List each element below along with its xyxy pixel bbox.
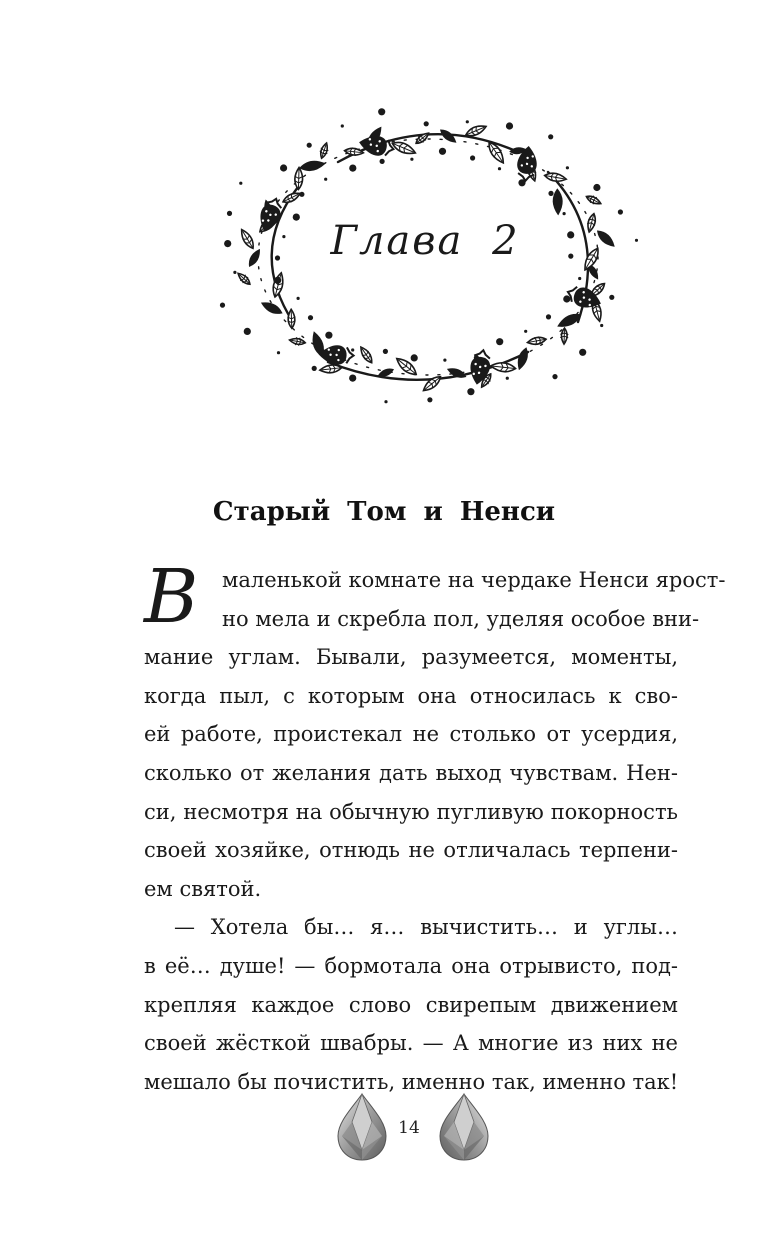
wreath-berry [411, 354, 418, 361]
wreath-berry [467, 388, 474, 395]
wreath-berry [506, 377, 509, 380]
wreath-leaf [294, 167, 303, 189]
text-line: своей жёсткой швабры. — А многие из них не [144, 1031, 678, 1056]
wreath-berry [308, 315, 313, 320]
wreath-leaf [318, 142, 331, 160]
wreath-berry [324, 178, 327, 181]
wreath-berry [593, 184, 600, 191]
gem-icon [334, 1092, 390, 1162]
text-line: — Хотела бы… я… вычистить… и углы… [174, 915, 678, 940]
wreath-berry [506, 122, 513, 129]
wreath-berry [378, 108, 385, 115]
wreath-leaf [344, 147, 364, 157]
wreath-leaf [585, 193, 603, 207]
wreath-berry [635, 239, 638, 242]
wreath-leaf [238, 227, 256, 250]
wreath-berry [579, 349, 586, 356]
wreath-leaf [358, 345, 375, 365]
wreath-berry [410, 158, 413, 161]
drop-cap: В [144, 554, 199, 640]
wreath-leaf [235, 270, 252, 287]
wreath-leaf [414, 130, 431, 146]
wreath-berry [312, 366, 317, 371]
wreath-berry [233, 271, 236, 274]
text-line: но мела и скребла пол, уделяя особое вни- [222, 606, 700, 631]
wreath-berry [349, 375, 356, 382]
text-line: в её… душе! — бормотала она отрывисто, под- [144, 953, 678, 978]
wreath-berry [548, 134, 553, 139]
wreath-berry [578, 277, 581, 280]
wreath-berry [297, 297, 300, 300]
wreath-berry [383, 349, 388, 354]
chapter-title: Глава 2 [330, 218, 520, 264]
text-line: мание углам. Бывали, разумеется, моменты, [144, 645, 678, 670]
wreath-leaf [281, 190, 302, 206]
text-line: ей работе, проистекал не столько от усердия, [144, 722, 678, 747]
wreath-berry [470, 155, 475, 160]
wreath-leaf [299, 159, 325, 172]
wreath-leaf [421, 374, 443, 394]
wreath-leaf [595, 228, 616, 249]
wreath-berry [424, 121, 429, 126]
wreath-berry [307, 143, 312, 148]
wreath-berry [274, 277, 281, 284]
text-line: маленькой комнате на чердаке Ненси ярост- [222, 568, 726, 592]
text-line: ем святой. [144, 876, 262, 901]
wreath-berry [496, 338, 503, 345]
text-line: си, несмотря на обычную пугливую покорность [144, 799, 678, 824]
wreath-leaf [260, 300, 283, 317]
wreath-berry [384, 400, 387, 403]
wreath-berry [227, 211, 232, 216]
wreath-berry [299, 192, 304, 197]
wreath-berry [609, 295, 614, 300]
wreath-berry [427, 397, 432, 402]
text-line: своей хозяйке, отнюдь не отличалась терпени- [144, 838, 678, 863]
wreath-berry [546, 314, 551, 319]
wreath-berry [220, 303, 225, 308]
wreath-leaf [247, 248, 262, 268]
wreath-berry [439, 148, 446, 155]
wreath-berry [224, 240, 231, 247]
wreath-berry [563, 212, 566, 215]
wreath-berry [552, 374, 557, 379]
wreath-leaf [585, 213, 598, 233]
wreath-leaf [516, 347, 530, 370]
wreath-leaf [287, 309, 296, 328]
page-footer [0, 1088, 768, 1168]
wreath-berry [280, 164, 287, 171]
wreath-berry [325, 332, 332, 339]
wreath-berry [341, 124, 344, 127]
text-line: когда пыл, с которым она относилась к сво- [144, 683, 678, 708]
wreath-leaf [553, 189, 563, 214]
wreath-berry [600, 324, 603, 327]
wreath-berry [466, 120, 469, 123]
wreath-berry [351, 348, 354, 351]
wreath-berry [239, 182, 242, 185]
page-number: 14 [398, 1118, 420, 1138]
text-line: крепляя каждое слово свирепым движением [144, 992, 678, 1017]
wreath-leaf [527, 335, 547, 346]
wreath-berry [618, 209, 623, 214]
wreath-leaf [544, 171, 567, 183]
wreath-leaf [490, 362, 516, 373]
section-title: Старый Том и Ненси [212, 497, 556, 527]
wreath-strawberry [357, 133, 395, 159]
wreath-berry [277, 351, 280, 354]
wreath-berry [443, 359, 446, 362]
wreath-berry [563, 295, 570, 302]
wreath-berry [498, 167, 501, 170]
wreath-berry [524, 330, 527, 333]
wreath-berry [244, 328, 251, 335]
gem-icon [436, 1092, 492, 1162]
body-text [144, 554, 726, 1101]
wreath-berry [548, 191, 553, 196]
wreath-berry [380, 159, 385, 164]
wreath-berry [349, 165, 356, 172]
text-line: сколько от желания дать выход чувствам. Нен- [144, 760, 678, 785]
wreath-berry [566, 166, 569, 169]
text-line: мешало бы почистить, именно так, именно так! [144, 1069, 679, 1094]
